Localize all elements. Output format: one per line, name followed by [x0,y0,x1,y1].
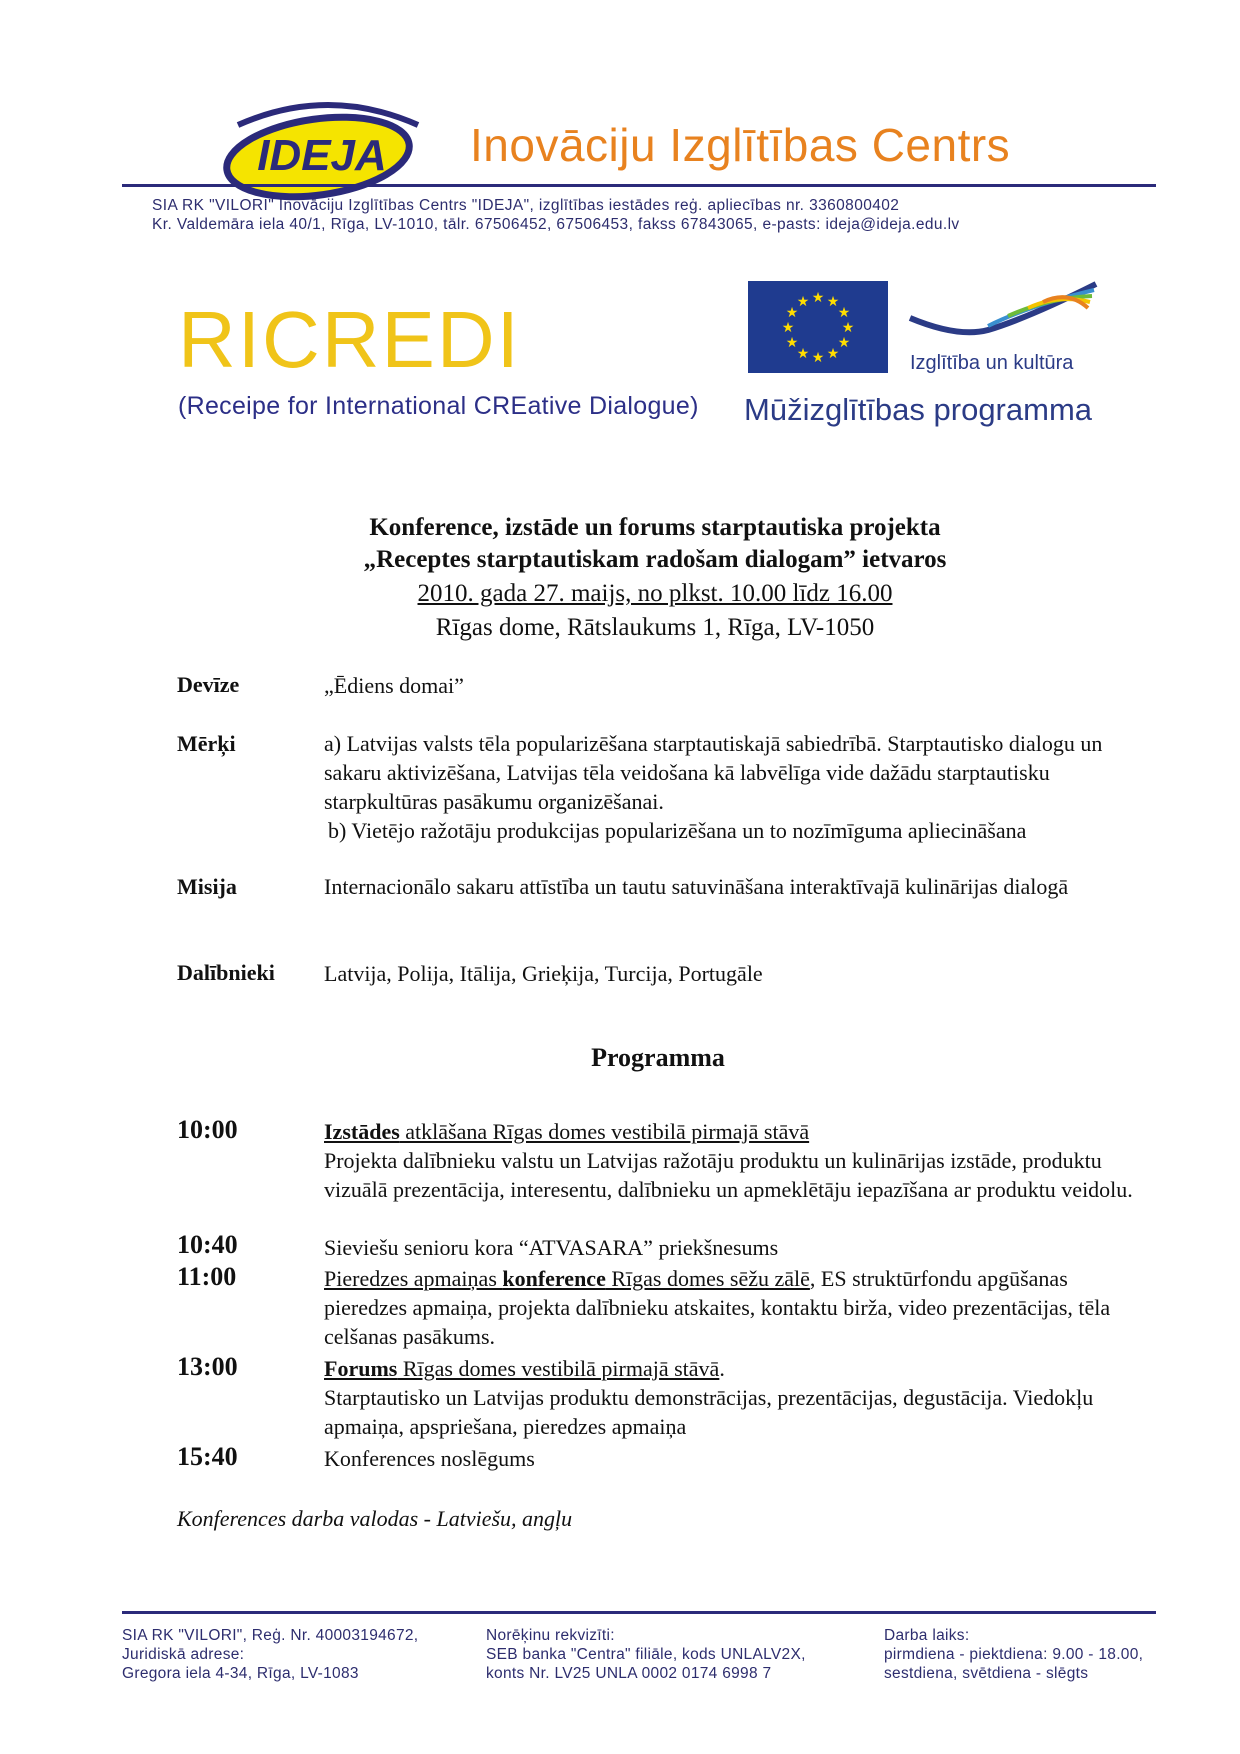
footer-line: Darba laiks: [884,1627,970,1644]
eu-flag-icon [748,281,888,373]
programme-item-body: Projekta dalībnieku valstu un Latvijas ražotāju produktu un kulinārijas izstāde, produktu vizuālā prezentācija, interesentu, dalībnieku un apmeklētāju iepazīšana ar produktu veidolu. [324,1148,1133,1202]
eu-star-icon: ★ [841,321,855,336]
programme-item-1040: Sieviešu senioru kora “ATVASARA” priekšnesums [324,1235,779,1260]
mission-label: Misija [177,874,237,899]
header-registration: SIA RK "VILORI" Inovāciju Izglītības Centrs "IDEJA", izglītības iestādes reģ. apliecības nr. 3360800402 [152,197,900,214]
goals-a-text: a) Latvijas valsts tēla popularizēšana starptautiskajā sabiedrībā. Starptautisko dialogu un sakaru aktivizēšana, Latvijas tēla veidošana kā labvēlīga vide dažādu starptautisku starpkultūras pasākumu organizēšanai. [324,731,1103,814]
programme-item-body: , ES struktūrfondu apgūšanas pieredzes apmaiņa, projekta dalībnieku atskaites, kontaktu birža, video prezentācijas, tēla celšanas pasākums. [324,1266,1111,1349]
header-divider [122,184,1156,187]
programme-item-body: Starptautisko un Latvijas produktu demonstrācijas, prezentācijas, degustācija. Viedokļu apmaiņa, apspriešana, pieredzes apmaiņa [324,1385,1094,1439]
footer-company [122,1626,418,1683]
mission-text: Internacionālo sakaru attīstība un tautu satuvināšana interaktīvajā kulinārijas dialogā [324,874,1069,899]
programme-item-keyword: Izstādes [324,1119,400,1144]
footer-line: sestdiena, svētdiena - slēgts [884,1665,1089,1682]
footer-line: SIA RK "VILORI", Reģ. Nr. 40003194672, [122,1627,419,1644]
eu-star-icon: ★ [837,336,851,351]
programme-time: 15:40 [177,1442,238,1471]
working-languages: Konferences darba valodas - Latviešu, angļu [177,1506,573,1531]
eu-star-icon: ★ [811,291,825,306]
programme-item-heading-rest: Rīgas domes sēžu zālē [605,1266,810,1291]
llp-programme-title: Mūžizglītības programma [744,392,1093,427]
eu-star-icon: ★ [837,306,851,321]
motto-label: Devīze [177,672,240,697]
event-venue: Rīgas dome, Rātslaukums 1, Rīga, LV-1050 [435,614,875,641]
event-title-line2: „Receptes starptautiskam radošam dialogam” ietvaros [363,546,947,573]
participants-text: Latvija, Polija, Itālija, Grieķija, Turcija, Portugāle [324,961,763,986]
eu-star-icon: ★ [796,295,810,311]
eu-star-icon: ★ [785,336,799,351]
eu-star-icon: ★ [781,321,795,336]
footer-line: SEB banka "Centra" filiāle, kods UNLALV2X, [486,1646,806,1663]
eu-star-icon: ★ [826,346,840,362]
programme-item-keyword: Forums [324,1356,398,1381]
ricredi-subtitle: (Receipe for International CREative Dialogue) [178,392,699,420]
goals-label: Mērķi [177,731,236,756]
programme-item-1100 [324,1264,1144,1351]
programme-item-keyword: konference [502,1266,606,1291]
footer-line: konts Nr. LV25 UNLA 0002 0174 6998 7 [486,1665,772,1682]
header-contacts: Kr. Valdemāra iela 40/1, Rīga, LV-1010, tālr. 67506452, 67506453, fakss 67843065, e-pasts: ideja@ideja.edu.lv [152,216,960,233]
ideja-logo-text: IDEJA [257,131,387,180]
programme-item-heading: atklāšana Rīgas domes vestibilā pirmajā stāvā [399,1119,810,1144]
footer-line: pirmdiena - piektdiena: 9.00 - 18.00, [884,1646,1144,1663]
llp-swoosh-icon [908,278,1098,348]
motto-text: „Ēdiens domai” [324,673,464,698]
header-title: Inovāciju Izglītības Centrs [470,119,1011,171]
footer-hours [884,1626,1143,1683]
eu-star-icon: ★ [826,295,840,311]
ideja-logo [218,95,433,205]
eu-star-icon: ★ [811,351,825,366]
programme-item-heading-tail: . [719,1356,725,1381]
programme-item-1540: Konferences noslēgums [324,1446,535,1471]
eu-star-icon: ★ [785,306,799,321]
ricredi-logo: RICREDI [178,295,521,384]
footer-bank [486,1626,806,1683]
programme-item-1000 [324,1117,1144,1204]
participants-label: Dalībnieki [177,960,275,985]
programme-item-1300 [324,1354,1144,1441]
programme-item-heading: Rīgas domes vestibilā pirmajā stāvā [397,1356,720,1381]
programme-time: 11:00 [177,1262,237,1291]
footer-line: Norēķinu rekvizīti: [486,1627,615,1644]
footer-divider [122,1611,1156,1614]
eu-caption: Izglītība un kultūra [910,352,1074,374]
event-title-line1: Konference, izstāde un forums starptautiska projekta [369,514,941,541]
programme-time: 10:00 [177,1115,238,1144]
footer-line: Gregora iela 4-34, Rīga, LV-1083 [122,1665,359,1682]
programme-heading: Programma [591,1043,725,1072]
eu-star-icon: ★ [796,346,810,362]
programme-time: 10:40 [177,1230,238,1259]
goals-b-text: b) Vietējo ražotāju produkcijas popularizēšana un to nozīmīguma apliecināšana [328,818,1027,843]
footer-line: Juridiskā adrese: [122,1646,245,1663]
programme-item-heading: Pieredzes apmaiņas [324,1266,503,1291]
programme-time: 13:00 [177,1352,238,1381]
event-date: 2010. gada 27. maijs, no plkst. 10.00 līdz 16.00 [417,580,893,607]
